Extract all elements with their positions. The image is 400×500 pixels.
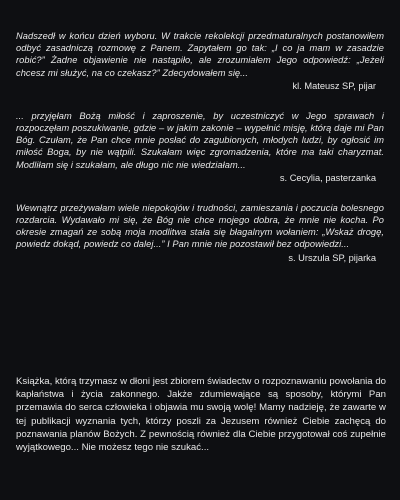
testimony-author: kl. Mateusz SP, pijar bbox=[292, 80, 376, 91]
testimony-text: Nadszedł w końcu dzień wyboru. W trakcie rekolekcji przedmaturalnych postanowiłem odbyć zasadniczą rozmowę z Panem. Zapytałem go tak: „I co ja mam w zasadzie robić?” Żadne objawienie nie nastąpiło, ale zrozumiałem Jego odpowiedź: „Jeżeli chcesz mi służyć, na co czekasz?” Zdecydowałem się... bbox=[16, 31, 384, 78]
testimony-author: s. Cecylia, pasterzanka bbox=[279, 172, 376, 183]
testimony-3 bbox=[16, 202, 384, 264]
testimony-2 bbox=[16, 110, 384, 184]
testimony-text: Wewnątrz przeżywałam wiele niepokojów i trudności, zamieszania i poczucia bolesnego rozdarcia. Wydawało mi się, że Bóg nie chce mojego dobra, że mnie nie kocha. Po okresie zmagań ze sobą moja modlitwa stała się błagalnym wołaniem: „Wskaż drogę, powiedz dokąd, powiedz co dalej...” I Pan mnie nie pozostawił bez odpowiedzi... bbox=[16, 202, 384, 250]
testimony-text: ... przyjęłam Bożą miłość i zaproszenie, by uczestniczyć w Jego sprawach i rozpoczęłam poszukiwanie, gdzie – w jakim zakonie – wypełnić misję, którą daje mi Pan Bóg. Czułam, że Pan chce mnie posłać do zagubionych, młodych ludzi, by ogłosić im miłość Boga, by nie wątpili. Szukałam więc zgromadzenia, które ma taki charyzmat. Modliłam się i szukałam, ale długo nic nie wiedziałam... bbox=[16, 110, 384, 170]
book-description: Książka, którą trzymasz w dłoni jest zbiorem świadectw o rozpoznawaniu powołania do kapłaństwa i życia zakonnego. Jakże zdumiewające są sposoby, którymi Pan przemawia do serca człowieka i objawia mu swoją wolę! Mamy nadzieję, że zawarte w tej publikacji wyznania tych, którzy poszli za Jezusem również Ciebie zachęcą do poznawania planów Bożych. Z pewnością również dla Ciebie przygotował coś zupełnie wyjątkowego... Nie możesz tego nie szukać... bbox=[16, 376, 386, 454]
testimony-author: s. Urszula SP, pijarka bbox=[288, 252, 376, 263]
testimony-1 bbox=[16, 30, 384, 92]
